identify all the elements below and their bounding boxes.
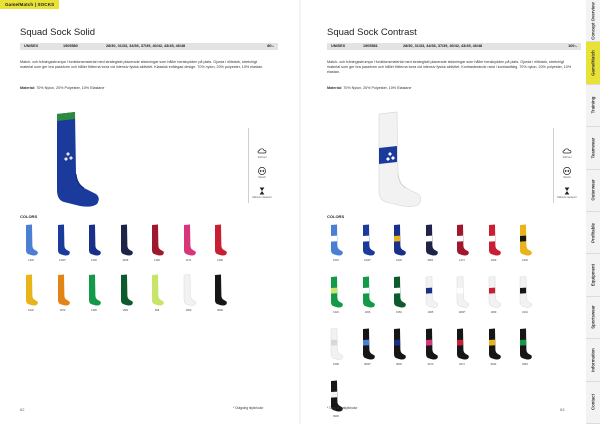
color-code: 1346* bbox=[59, 259, 66, 262]
material-label: Material: bbox=[20, 86, 36, 90]
feature-soft-feel bbox=[251, 146, 273, 160]
color-code: 9946 bbox=[396, 363, 402, 366]
feature-soft-feel bbox=[556, 146, 578, 160]
color-code: 1323 bbox=[333, 311, 339, 314]
color-swatch[interactable] bbox=[146, 274, 168, 314]
product-title-contrast: Squad Sock Contrast bbox=[327, 27, 417, 38]
sock-swatch-icon bbox=[454, 224, 470, 258]
gender-label: UNISEX bbox=[24, 44, 39, 49]
color-code: 1900* bbox=[458, 311, 466, 314]
feature-divider bbox=[248, 128, 249, 203]
color-code: 9946 bbox=[122, 259, 129, 262]
color-swatch[interactable] bbox=[325, 328, 347, 368]
nav-item[interactable] bbox=[586, 42, 600, 84]
sock-swatch-icon bbox=[486, 276, 502, 310]
material-line bbox=[327, 86, 411, 90]
color-swatch[interactable] bbox=[483, 328, 505, 368]
sock-swatch-icon bbox=[423, 276, 439, 310]
sock-swatch-icon bbox=[328, 276, 344, 310]
colors-heading: COLORS bbox=[327, 214, 345, 219]
nav-item-label: Equipment bbox=[590, 263, 596, 287]
color-swatch[interactable] bbox=[483, 276, 505, 316]
sock-swatch-icon bbox=[23, 224, 39, 258]
sock-swatch-icon bbox=[149, 274, 165, 308]
color-code: 1581 bbox=[396, 311, 402, 314]
product-info-bar bbox=[327, 43, 581, 50]
color-swatch[interactable] bbox=[20, 274, 42, 314]
section-tab[interactable]: Game/Match | SOCKS bbox=[0, 0, 59, 9]
sock-swatch-icon bbox=[55, 224, 71, 258]
sock-swatch-icon bbox=[118, 224, 134, 258]
sock-swatch-icon bbox=[423, 224, 439, 258]
sock-swatch-icon bbox=[360, 276, 376, 310]
sock-swatch-icon bbox=[423, 328, 439, 362]
cloud-icon bbox=[562, 146, 572, 156]
sock-swatch-icon bbox=[328, 328, 344, 362]
nav-item[interactable] bbox=[586, 85, 600, 127]
colors-heading: COLORS bbox=[20, 214, 38, 219]
article-number: 1905581 bbox=[363, 44, 378, 49]
feature-moisture bbox=[251, 186, 273, 200]
sock-swatch-icon bbox=[360, 328, 376, 362]
article-number: 1905580 bbox=[63, 44, 78, 49]
color-swatch[interactable] bbox=[52, 224, 74, 264]
color-swatch[interactable] bbox=[483, 224, 505, 264]
color-code: 9381 bbox=[522, 363, 528, 366]
nav-item[interactable] bbox=[586, 339, 600, 381]
gender-label: UNISEX bbox=[331, 44, 346, 49]
feature-label: Soft feel bbox=[562, 156, 572, 159]
color-code: 9470 bbox=[427, 363, 434, 366]
material-label: Material: bbox=[327, 86, 343, 90]
sock-swatch-icon bbox=[328, 224, 344, 258]
feature-label: Moisture transport bbox=[252, 196, 272, 199]
sock-swatch-icon bbox=[181, 274, 197, 308]
product-title-solid: Squad Sock Solid bbox=[20, 27, 95, 38]
color-swatch[interactable] bbox=[20, 224, 42, 264]
color-code: 1870 bbox=[59, 309, 66, 312]
price: 80:- bbox=[267, 44, 274, 49]
color-swatch[interactable] bbox=[83, 274, 105, 314]
cloud-icon bbox=[257, 146, 267, 156]
nav-item-label: Game/Match bbox=[590, 50, 596, 76]
color-swatch[interactable] bbox=[388, 328, 410, 368]
color-code: 1901 bbox=[522, 311, 528, 314]
nav-item[interactable] bbox=[586, 254, 600, 296]
nav-item-label: Training bbox=[590, 97, 596, 114]
sock-swatch-icon bbox=[55, 274, 71, 308]
sock-swatch-icon bbox=[360, 224, 376, 258]
left-page bbox=[0, 0, 298, 424]
page-number: 63 bbox=[560, 407, 565, 412]
nav-item-label: Outerwear bbox=[590, 179, 596, 201]
right-page bbox=[302, 0, 584, 424]
nav-item[interactable] bbox=[586, 212, 600, 254]
color-swatch[interactable] bbox=[357, 328, 379, 368]
stretch-icon bbox=[257, 166, 267, 176]
feature-label: Moisture transport bbox=[557, 196, 577, 199]
color-swatch[interactable] bbox=[325, 224, 347, 264]
color-swatch[interactable] bbox=[451, 328, 473, 368]
sock-swatch-icon bbox=[181, 224, 197, 258]
color-swatch[interactable] bbox=[388, 276, 410, 316]
nav-item-label: Teamwear bbox=[590, 137, 596, 159]
color-code: 1471 bbox=[459, 259, 465, 262]
price: 100:- bbox=[568, 44, 577, 49]
color-swatch[interactable] bbox=[325, 276, 347, 316]
sock-swatch-icon bbox=[391, 224, 407, 258]
sock-swatch-icon bbox=[517, 276, 533, 310]
feature-stretch bbox=[556, 166, 578, 180]
nav-item-label: Concept Overview bbox=[590, 1, 596, 40]
color-code: 1409 bbox=[490, 259, 497, 262]
sock-swatch-icon bbox=[454, 328, 470, 362]
color-swatch[interactable] bbox=[115, 224, 137, 264]
sock-swatch-icon bbox=[486, 224, 502, 258]
nav-item-label: Profitable bbox=[590, 222, 596, 243]
color-code: 1909 bbox=[490, 311, 497, 314]
color-swatch[interactable] bbox=[420, 276, 442, 316]
color-code: 1915 bbox=[333, 259, 339, 262]
color-swatch[interactable] bbox=[420, 224, 442, 264]
sock-swatch-icon bbox=[391, 328, 407, 362]
size-range: 28/30, 31/33, 34/36, 37/39, 40/42, 43/45, 46/48 bbox=[106, 44, 186, 49]
nav-item-label: Information bbox=[590, 348, 596, 372]
color-swatch[interactable] bbox=[146, 224, 168, 264]
hourglass-icon bbox=[562, 186, 572, 196]
nav-item[interactable] bbox=[586, 297, 600, 339]
product-image-solid bbox=[40, 110, 104, 210]
color-code: 1471 bbox=[185, 259, 192, 262]
color-code: 1905 bbox=[427, 311, 434, 314]
sock-swatch-icon bbox=[118, 274, 134, 308]
sock-solid-illustration bbox=[40, 110, 104, 210]
sock-swatch-icon bbox=[486, 328, 502, 362]
material-value: 70% Nylon, 20% Polyester, 10% Elastane bbox=[343, 86, 412, 90]
color-code: 1581 bbox=[122, 309, 129, 312]
feature-moisture bbox=[556, 186, 578, 200]
color-code: 1900 bbox=[185, 309, 192, 312]
color-code: 1366 bbox=[91, 309, 97, 312]
feature-divider bbox=[553, 128, 554, 203]
material-value: 70% Nylon, 20% Polyester, 10% Elastane bbox=[36, 86, 105, 90]
color-swatch[interactable] bbox=[178, 224, 200, 264]
color-code: 1946* bbox=[364, 259, 371, 262]
color-swatch[interactable] bbox=[514, 224, 536, 264]
sock-swatch-icon bbox=[212, 274, 228, 308]
color-code: 999 bbox=[154, 309, 160, 312]
page-gutter bbox=[299, 0, 301, 424]
sock-swatch-icon bbox=[149, 224, 165, 258]
color-swatch[interactable] bbox=[388, 224, 410, 264]
color-code: 9999 bbox=[217, 309, 223, 312]
nav-item-label: Sportswear bbox=[590, 305, 596, 330]
color-swatch[interactable] bbox=[209, 224, 231, 264]
side-navigation bbox=[586, 0, 600, 424]
stretch-icon bbox=[562, 166, 572, 176]
nav-item[interactable] bbox=[586, 0, 600, 42]
color-swatch[interactable] bbox=[451, 224, 473, 264]
nav-item[interactable] bbox=[586, 127, 600, 169]
color-code: 1999 bbox=[333, 363, 339, 366]
color-swatch[interactable] bbox=[52, 274, 74, 314]
color-code: 1346 bbox=[91, 259, 97, 262]
color-swatch[interactable] bbox=[514, 328, 536, 368]
color-swatch[interactable] bbox=[451, 276, 473, 316]
sock-swatch-icon bbox=[517, 224, 533, 258]
color-swatch[interactable] bbox=[514, 276, 536, 316]
color-code: 1346 bbox=[28, 259, 34, 262]
footnote: * Outgoing style/color bbox=[233, 406, 264, 410]
sock-contrast-illustration bbox=[362, 110, 426, 210]
nav-item[interactable] bbox=[586, 170, 600, 212]
size-range: 28/30, 31/33, 34/36, 37/39, 40/42, 43/45, 46/48 bbox=[403, 44, 483, 49]
color-swatch[interactable] bbox=[357, 276, 379, 316]
product-description: Match- och träningsstrumpa i funktionsmaterial med strategiskt placerade stickningar som håller benskydden på plats. Gjorda i elitstark, stretchigt material som ger bra passform och håller fötterna torra vid intensiv fysisk aktivitet. Klassisk enfärgad design. 70% nylon, 20% polyester, 10% elastan. bbox=[20, 60, 264, 69]
color-swatch[interactable] bbox=[357, 224, 379, 264]
color-code: 1946 bbox=[396, 259, 402, 262]
color-swatch[interactable] bbox=[420, 328, 442, 368]
product-description: Match- och träningsstrumpa i funktionsmaterial med strategiskt placerade stickningar som håller benskydden på plats. Gjorda i elitstark, stretchigt material som ger bra passform och håller fötterna torra vid intensiv fysisk aktivitet. Kontrasterande rand i kontrastfärg. 70% nylon, 20% polyester, 10% elastan. bbox=[327, 60, 572, 74]
color-code: 1932 bbox=[522, 259, 528, 262]
hourglass-icon bbox=[257, 186, 267, 196]
feature-label: Soft feel bbox=[257, 156, 267, 159]
color-code: 1466 bbox=[154, 259, 160, 262]
color-code: 9900 bbox=[333, 415, 339, 418]
color-swatch[interactable] bbox=[178, 274, 200, 314]
sock-swatch-icon bbox=[212, 224, 228, 258]
color-swatch[interactable] bbox=[209, 274, 231, 314]
nav-item[interactable] bbox=[586, 382, 600, 424]
color-code: 1366 bbox=[364, 311, 371, 314]
color-code: 1490 bbox=[217, 259, 223, 262]
sock-swatch-icon bbox=[23, 274, 39, 308]
sock-swatch-icon bbox=[454, 276, 470, 310]
material-line bbox=[20, 86, 104, 90]
feature-label: Stretch bbox=[563, 176, 571, 179]
sock-swatch-icon bbox=[86, 274, 102, 308]
color-code: 1932 bbox=[28, 309, 34, 312]
color-code: 9946* bbox=[364, 363, 371, 366]
nav-item-label: Contact bbox=[590, 394, 596, 411]
feature-stretch bbox=[251, 166, 273, 180]
page-number: 62 bbox=[20, 407, 25, 412]
product-image-contrast bbox=[362, 110, 426, 210]
color-code: 9901 bbox=[427, 259, 434, 262]
color-code: 9932 bbox=[490, 363, 497, 366]
color-swatch[interactable] bbox=[325, 380, 347, 420]
color-swatch[interactable] bbox=[115, 274, 137, 314]
footnote: * Outgoing style/color bbox=[327, 406, 358, 410]
sock-swatch-icon bbox=[391, 276, 407, 310]
product-info-bar bbox=[20, 43, 278, 50]
sock-swatch-icon bbox=[517, 328, 533, 362]
color-swatch[interactable] bbox=[83, 224, 105, 264]
sock-swatch-icon bbox=[86, 224, 102, 258]
feature-label: Stretch bbox=[258, 176, 266, 179]
color-code: 9471 bbox=[459, 363, 465, 366]
